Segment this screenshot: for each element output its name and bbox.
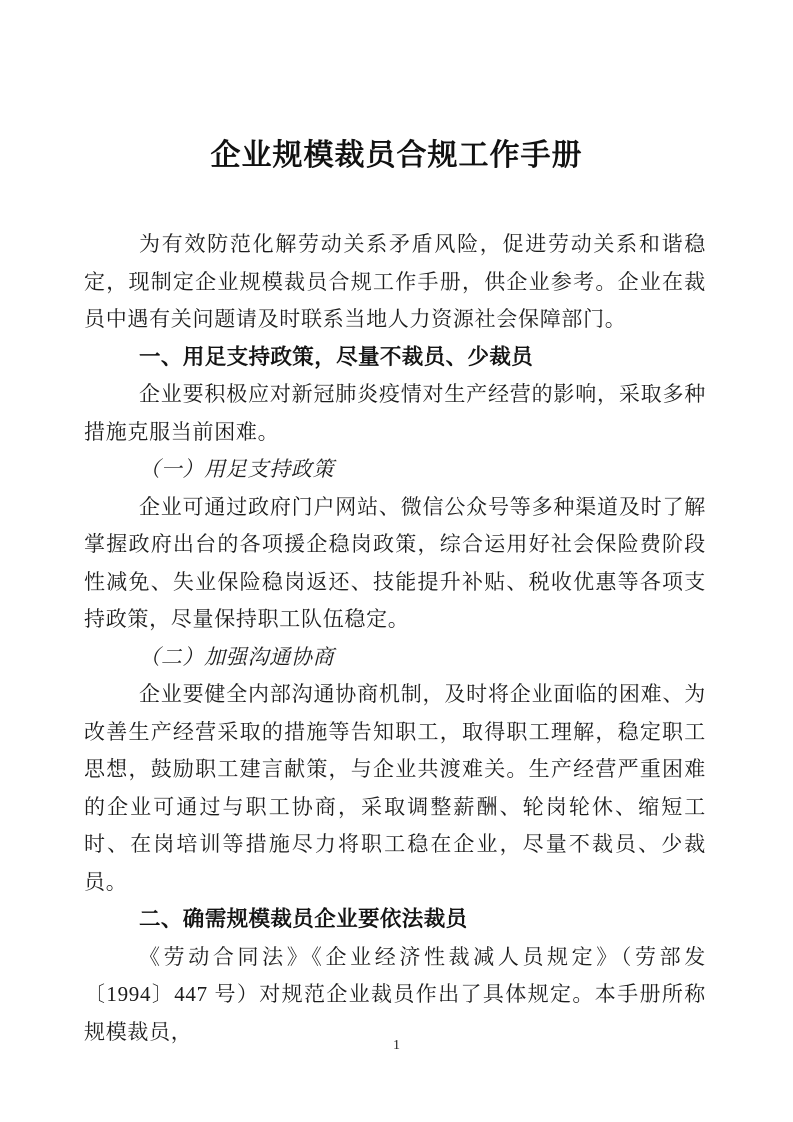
section-1-1-paragraph: 企业可通过政府门户网站、微信公众号等多种渠道及时了解掌握政府出台的各项援企稳岗政策，综合运用好社会保险费阶段性减免、失业保险稳岗返还、技能提升补贴、税收优惠等各项支持政策，尽量保持职工队伍稳定。 (84, 494, 706, 631)
page-number: 1 (393, 1038, 400, 1053)
intro-paragraph: 为有效防范化解劳动关系矛盾风险，促进劳动关系和谐稳定，现制定企业规模裁员合规工作手册，供企业参考。企业在裁员中遇有关问题请及时联系当地人力资源社会保障部门。 (84, 232, 706, 331)
section-1-2-subheading: （二）加强沟通协商 (139, 644, 335, 669)
section-1-heading: 一、用足支持政策，尽量不裁员、少裁员 (139, 344, 534, 369)
document-title: 企业规模裁员合规工作手册 (210, 139, 583, 172)
section-2-paragraph: 《劳动合同法》《企业经济性裁减人员规定》（劳部发〔1994〕447 号）对规范企业裁员作出了具体规定。本手册所称规模裁员， (84, 944, 706, 1044)
section-1-paragraph: 企业要积极应对新冠肺炎疫情对生产经营的影响，采取多种措施克服当前困难。 (84, 382, 706, 444)
document-body (84, 226, 706, 1051)
section-2-heading: 二、确需规模裁员企业要依法裁员 (139, 907, 468, 931)
section-1-1-subheading: （一）用足支持政策 (139, 457, 335, 481)
section-1-2-paragraph: 企业要健全内部沟通协商机制，及时将企业面临的困难、为改善生产经营采取的措施等告知职工，取得职工理解，稳定职工思想，鼓励职工建言献策，与企业共渡难关。生产经营严重困难的企业可通过与职工协商，采取调整薪酬、轮岗轮休、缩短工时、在岗培训等措施尽力将职工稳在企业，尽量不裁员、少裁员。 (84, 682, 706, 894)
